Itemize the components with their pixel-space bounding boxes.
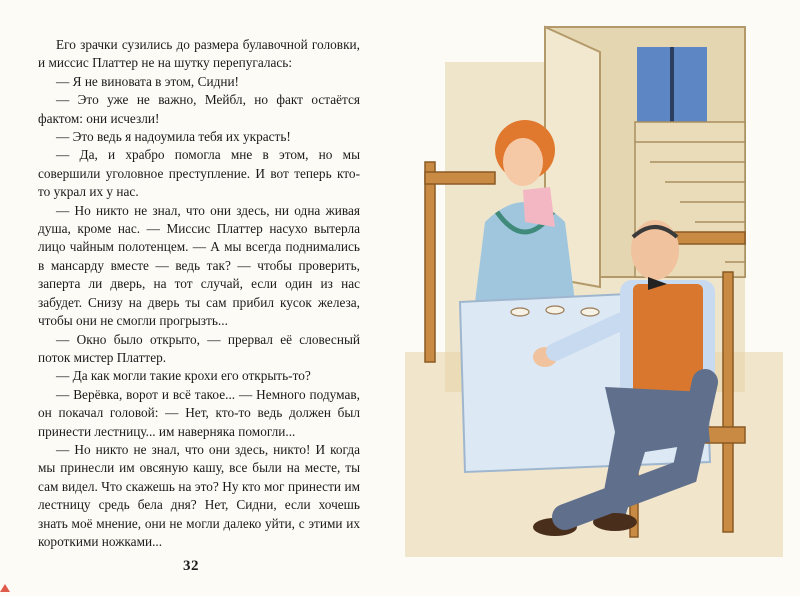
man-vest	[633, 284, 703, 394]
text-column	[38, 36, 360, 551]
page-number: 32	[183, 558, 199, 574]
paragraph: — Верёвка, ворот и всё такое... — Немного подумав, он покачал головой: — Нет, кто-то ведь должен был принести лестницу... им наверняка помогли...	[38, 386, 360, 439]
paragraph: — Да как могли такие крохи его открыть-то?	[56, 368, 311, 384]
handkerchief	[523, 187, 555, 227]
paragraph: — Да, и храбро помогла мне в этом, но мы совершили уголовное преступление. И вот теперь кто-то украл их у нас.	[38, 147, 360, 200]
illustration	[405, 22, 783, 557]
paragraph: — Но никто не знал, что они здесь, никто! И когда мы принесли им овсяную кашу, все были на месте, ты сам видел. Что скажешь на это? Ну кто мог принести им лестницу средь бела дня? Нет, Сидни, если хочешь знать моё мнение, они не могли далеко уйти, с этими их короткими ножками...	[38, 441, 360, 549]
paragraph: — Это уже не важно, Мейбл, но факт остаётся фактом: они исчезли!	[38, 92, 360, 126]
paragraph: — Я не виновата в этом, Сидни!	[56, 73, 239, 89]
paragraph: Его зрачки сузились до размера булавочной головки, и миссис Платтер не на шутку перепугалась:	[38, 37, 360, 71]
paragraph: — Это ведь я надоумила тебя их украсть!	[56, 129, 291, 145]
corner-mark	[0, 584, 10, 592]
paragraph: — Но никто не знал, что они здесь, ни одна живая душа, кроме нас. — Миссис Платтер насухо вытерла лицо чайным полотенцем. — А мы всегда поднимались в мансарду вместе — ведь так? — чтобы проверить, заперта ли дверь, на тот случай, если один из нас забудет. Снизу на дверь ты сам прибил кусок железа, чтобы они не смогли прогрызть...	[38, 202, 360, 329]
paragraph: — Окно было открыто, — прервал её словесный поток мистер Платтер.	[38, 331, 360, 365]
